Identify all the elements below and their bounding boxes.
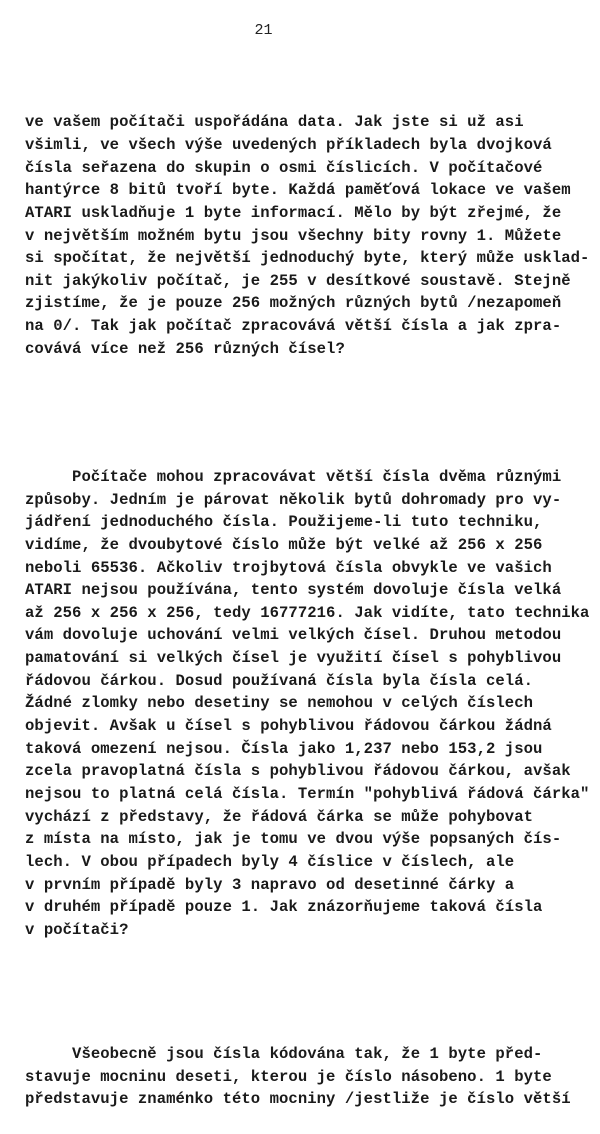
text-line: neboli 65536. Ačkoliv trojbytová čísla obvykle ve vašich xyxy=(25,558,552,577)
text-line: nit jakýkoliv počítač, je 255 v desítkové soustavě. Stejně xyxy=(25,271,571,290)
page-body xyxy=(25,66,595,1134)
text-line: v druhém případě pouze 1. Jak znázorňujeme taková čísla xyxy=(25,898,543,917)
text-line: z místa na místo, jak je tomu ve dvou výše popsaných čís- xyxy=(25,830,562,849)
text-line: covává více než 256 různých čísel? xyxy=(25,339,345,358)
text-line: všimli, ve všech výše uvedených příkladech byla dvojková xyxy=(25,135,552,154)
text-line: způsoby. Jedním je párovat několik bytů dohromady pro vy- xyxy=(25,490,562,509)
text-line: si spočítat, že největší jednoduchý byte, který může usklad- xyxy=(25,249,590,268)
text-line: vám dovoluje uchování velmi velkých čísel. Druhou metodou xyxy=(25,626,562,645)
paragraph xyxy=(25,1043,595,1111)
text-line: ATARI uskladňuje 1 byte informací. Mělo by být zřejmé, že xyxy=(25,203,562,222)
paragraph-gap xyxy=(25,987,595,998)
text-line: hantýrce 8 bitů tvoří byte. Každá paměťová lokace ve vašem xyxy=(25,181,571,200)
text-line: zjistíme, že je pouze 256 možných různých bytů /nezapomeň xyxy=(25,294,562,313)
text-line: v počítači? xyxy=(25,920,129,939)
text-line: taková omezení nejsou. Čísla jako 1,237 nebo 153,2 jsou xyxy=(25,739,543,758)
text-line: v prvním případě byly 3 napravo od desetinné čárky a xyxy=(25,875,515,894)
text-line: ATARI nejsou používána, tento systém dovoluje čísla velká xyxy=(25,581,562,600)
text-line: řádovou čárkou. Dosud používaná čísla byla čísla celá. xyxy=(25,671,534,690)
paragraph-gap xyxy=(25,406,595,421)
text-line: vychází z představy, že řádová čárka se může pohybovat xyxy=(25,807,534,826)
text-line: Žádné zlomky nebo desetiny se nemohou v celých číslech xyxy=(25,694,534,713)
text-line: vidíme, že dvoubytové číslo může být velké až 256 x 256 xyxy=(25,535,543,554)
text-line: Všeobecně jsou čísla kódována tak, že 1 byte před- xyxy=(25,1045,543,1064)
text-line: Počítače mohou zpracovávat větší čísla dvěma různými xyxy=(25,467,562,486)
page-number: 21 xyxy=(254,22,273,39)
text-line: stavuje mocninu deseti, kterou je číslo násobeno. 1 byte xyxy=(25,1067,552,1086)
text-line: ve vašem počítači uspořádána data. Jak jste si už asi xyxy=(25,113,524,132)
text-line: zcela pravoplatná čísla s pohyblivou řádovou čárkou, avšak xyxy=(25,762,571,781)
text-line: objevit. Avšak u čísel s pohyblivou řádovou čárkou žádná xyxy=(25,717,552,736)
paragraph xyxy=(25,466,595,941)
text-line: lech. V obou případech byly 4 číslice v číslech, ale xyxy=(25,852,515,871)
text-line: čísla seřazena do skupin o osmi číslicích. V počítačové xyxy=(25,158,543,177)
text-line: v největším možném bytu jsou všechny bity rovny 1. Můžete xyxy=(25,226,562,245)
text-line: nejsou to platná celá čísla. Termín "pohyblivá řádová čárka" xyxy=(25,784,590,803)
text-line: na 0/. Tak jak počítač zpracovává větší čísla a jak zpra- xyxy=(25,317,562,336)
text-line: pamatování si velkých čísel je využití čísel s pohyblivou xyxy=(25,649,562,668)
text-line: jádření jednoduchého čísla. Použijeme-li tuto techniku, xyxy=(25,513,543,532)
paragraph xyxy=(25,111,595,360)
text-line: až 256 x 256 x 256, tedy 16777216. Jak vidíte, tato technika xyxy=(25,603,590,622)
text-line: představuje znaménko této mocniny /jestliže je číslo větší xyxy=(25,1090,571,1109)
